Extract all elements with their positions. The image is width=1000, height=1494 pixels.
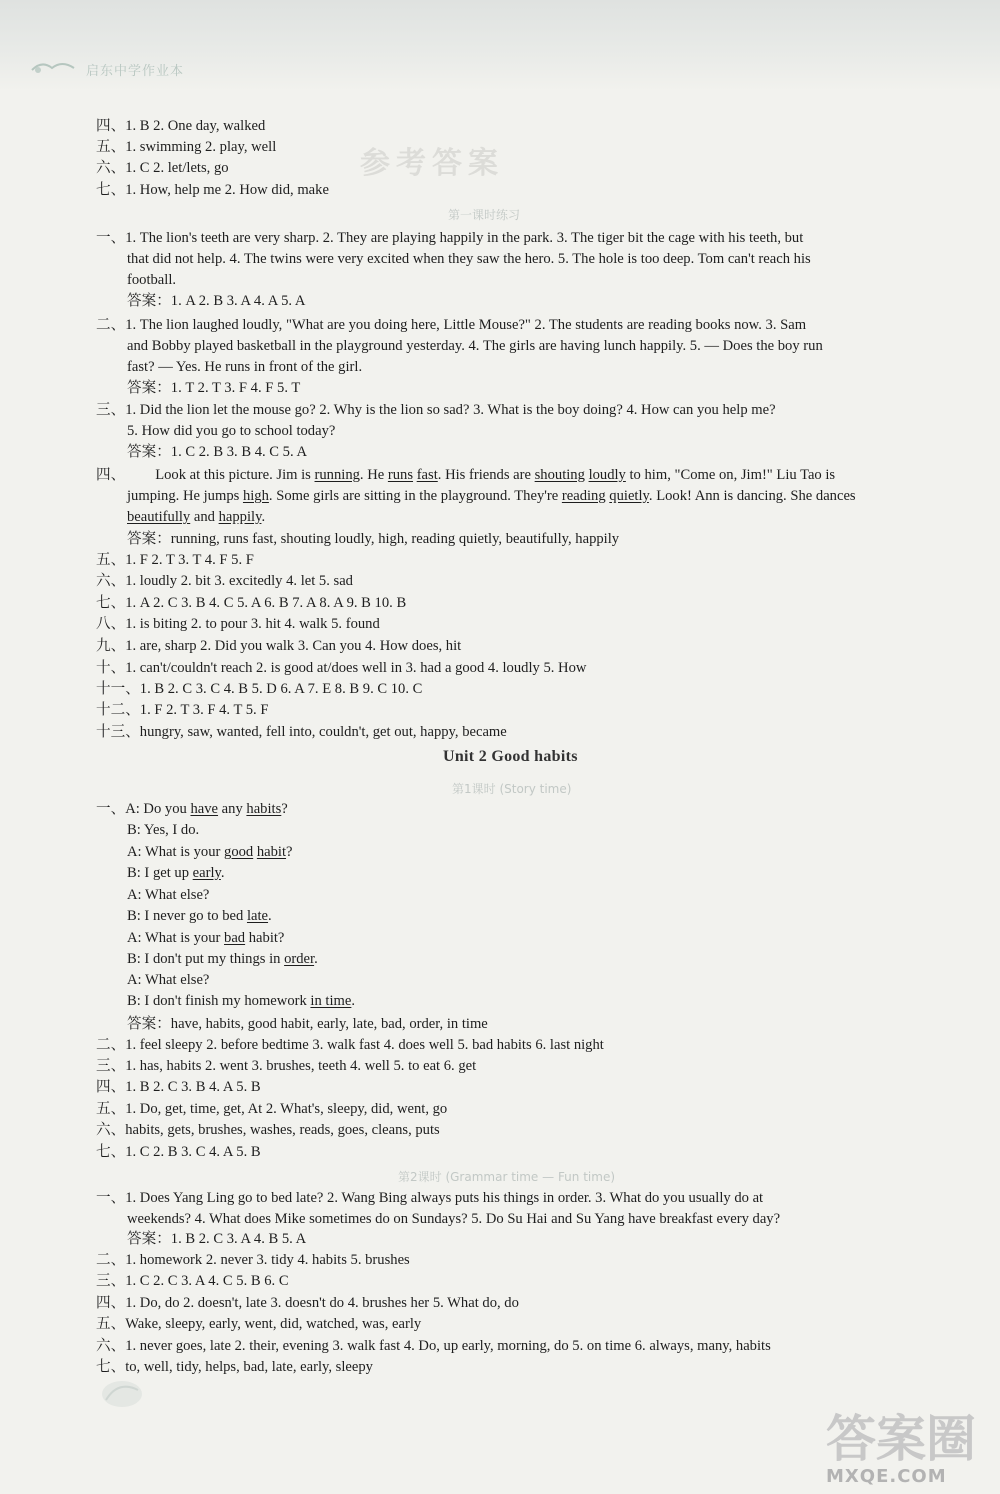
lesson-heading: 第1课时 (Story time) xyxy=(452,782,572,796)
answer-line: 四、1. Do, do 2. doesn't, late 3. doesn't do 4. brushes her 5. What do, do xyxy=(96,1295,519,1311)
answer-line: 五、1. F 2. T 3. T 4. F 5. F xyxy=(96,552,254,568)
dialog-line: B: I get up early. xyxy=(127,865,225,881)
page-number-decoration xyxy=(98,1372,150,1412)
answer-line: 七、1. How, help me 2. How did, make xyxy=(96,182,329,198)
answer-line: 一、1. Does Yang Ling go to bed late? 2. Wang Bing always puts his things in order. 3. What do you usually do at xyxy=(96,1190,764,1206)
answer-line: 四、1. B 2. C 3. B 4. A 5. B xyxy=(96,1079,261,1095)
passage-line: jumping. He jumps high. Some girls are sitting in the playground. They're reading quietly. Look! Ann is dancing. She dances xyxy=(127,488,856,504)
watermark-url: MXQE.COM xyxy=(826,1466,947,1487)
answer-line: 五、1. Do, get, time, get, At 2. What's, sleepy, did, went, go xyxy=(96,1101,448,1117)
answer-line: 十三、hungry, saw, wanted, fell into, couldn't, get out, happy, became xyxy=(96,724,507,740)
answer-line: 六、1. C 2. let/lets, go xyxy=(96,160,229,176)
answer-line: 十二、1. F 2. T 3. F 4. T 5. F xyxy=(96,702,269,718)
answer-line: 五、Wake, sleepy, early, went, did, watched, was, early xyxy=(96,1316,422,1332)
passage-line: 四、 Look at this picture. Jim is running. He runs fast. His friends are shouting loudly to him, "Come on, Jim!" Liu Tao is xyxy=(96,467,836,483)
answer-line: 五、1. swimming 2. play, well xyxy=(96,139,277,155)
answer-line: 十、1. can't/couldn't reach 2. is good at/does well in 3. had a good 4. loudly 5. How xyxy=(96,660,587,676)
dialog-line: B: I never go to bed late. xyxy=(127,908,272,924)
answer-line: 答案：1. B 2. C 3. A 4. B 5. A xyxy=(127,1231,307,1247)
answer-line: and Bobby played basketball in the playground yesterday. 4. The girls are having lunch happily. 5. — Does the boy run xyxy=(127,338,823,354)
answer-line: 答案：running, runs fast, shouting loudly, high, reading quietly, beautifully, happily xyxy=(127,531,620,547)
answer-line: 答案：1. A 2. B 3. A 4. A 5. A xyxy=(127,293,306,309)
answer-line: 答案：1. T 2. T 3. F 4. F 5. T xyxy=(127,380,301,396)
answer-line: 十一、1. B 2. C 3. C 4. B 5. D 6. A 7. E 8. B 9. C 10. C xyxy=(96,681,423,697)
answer-line: 答案：have, habits, good habit, early, late, bad, order, in time xyxy=(127,1016,488,1032)
dialog-line: B: Yes, I do. xyxy=(127,822,200,838)
answer-line: 二、1. feel sleepy 2. before bedtime 3. walk fast 4. does well 5. bad habits 6. last night xyxy=(96,1037,604,1053)
answer-line: weekends? 4. What does Mike sometimes do on Sundays? 5. Do Su Hai and Su Yang have breakfast every day? xyxy=(127,1211,781,1227)
answer-line: fast? — Yes. He runs in front of the girl. xyxy=(127,359,363,375)
answer-line: that did not help. 4. The twins were very excited when they saw the hero. 5. The hole is too deep. Tom can't reach his xyxy=(127,251,811,267)
answer-line: 5. How did you go to school today? xyxy=(127,423,336,439)
answer-line: 六、habits, gets, brushes, washes, reads, goes, cleans, puts xyxy=(96,1122,440,1138)
dialog-line: A: What else? xyxy=(127,972,210,988)
passage-line: beautifully and happily. xyxy=(127,509,266,525)
answer-line: 八、1. is biting 2. to pour 3. hit 4. walk 5. found xyxy=(96,616,380,632)
header-label: 启东中学作业本 xyxy=(86,64,185,79)
answer-line: 六、1. never goes, late 2. their, evening 3. walk fast 4. Do, up early, morning, do 5. on time 6. always, many, habits xyxy=(96,1338,771,1354)
answer-line: 二、1. The lion laughed loudly, "What are you doing here, Little Mouse?" 2. The students are reading books now. 3. Sam xyxy=(96,317,807,333)
answer-line: 七、1. A 2. C 3. B 4. C 5. A 6. B 7. A 8. A 9. B 10. B xyxy=(96,595,407,611)
dialog-line: B: I don't put my things in order. xyxy=(127,951,318,967)
section-heading: 第一课时练习 xyxy=(448,208,521,222)
book-logo-icon xyxy=(28,56,78,78)
lesson-heading: 第2课时 (Grammar time — Fun time) xyxy=(398,1170,616,1184)
answer-line: 三、1. C 2. C 3. A 4. C 5. B 6. C xyxy=(96,1273,289,1289)
answer-line: 三、1. Did the lion let the mouse go? 2. Why is the lion so sad? 3. What is the boy doing? 4. How can you help me? xyxy=(96,402,776,418)
unit-title: Unit 2 Good habits xyxy=(443,748,578,765)
answer-line: 四、1. B 2. One day, walked xyxy=(96,118,266,134)
answer-line: 九、1. are, sharp 2. Did you walk 3. Can you 4. How does, hit xyxy=(96,638,462,654)
answer-line: 六、1. loudly 2. bit 3. excitedly 4. let 5. sad xyxy=(96,573,353,589)
answer-line: 七、to, well, tidy, helps, bad, late, early, sleepy xyxy=(96,1359,373,1375)
answer-line: 三、1. has, habits 2. went 3. brushes, teeth 4. well 5. to eat 6. get xyxy=(96,1058,477,1074)
dialog-line: 一、A: Do you have any habits? xyxy=(96,801,288,817)
answer-line: 二、1. homework 2. never 3. tidy 4. habits 5. brushes xyxy=(96,1252,410,1268)
dialog-line: B: I don't finish my homework in time. xyxy=(127,993,356,1009)
dialog-line: A: What is your bad habit? xyxy=(127,930,285,946)
answer-line: 答案：1. C 2. B 3. B 4. C 5. A xyxy=(127,444,308,460)
svg-text:答案圈: 答案圈 xyxy=(826,1410,976,1468)
answer-line: 七、1. C 2. B 3. C 4. A 5. B xyxy=(96,1144,261,1160)
answer-line: football. xyxy=(127,272,177,288)
dialog-line: A: What is your good habit? xyxy=(127,844,293,860)
faded-page-title: 参考答案 xyxy=(360,146,504,181)
dialog-line: A: What else? xyxy=(127,887,210,903)
answer-line: 一、1. The lion's teeth are very sharp. 2. They are playing happily in the park. 3. The tiger bit the cage with his teeth, but xyxy=(96,230,804,246)
